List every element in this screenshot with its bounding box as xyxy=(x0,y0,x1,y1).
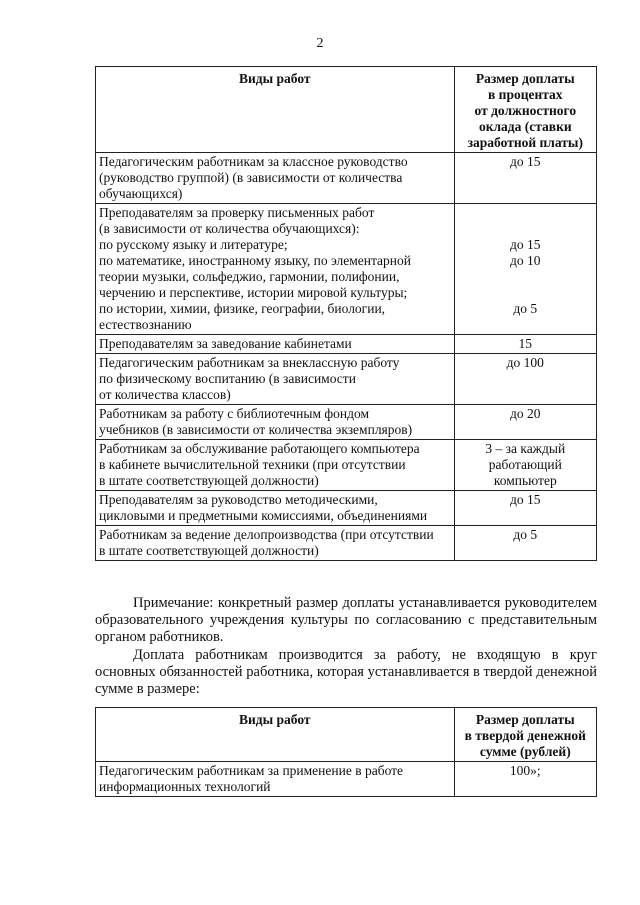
work-type-header: Виды работ xyxy=(96,67,455,153)
header-line: от должностного xyxy=(474,103,577,118)
table-row xyxy=(96,491,597,526)
table-row xyxy=(96,762,597,797)
work-type-line: учебников (в зависимости от количества экземпляров) xyxy=(99,422,413,437)
work-type-line: черчению и перспективе, истории мировой культуры; xyxy=(99,285,408,300)
allowance-amount-line: 3 – за каждый xyxy=(485,441,566,456)
work-type-cell xyxy=(96,491,455,526)
header-line: сумме (рублей) xyxy=(479,744,571,759)
note-paragraph: Примечание: конкретный размер доплаты устанавливается руководителем образовательного учреждения культуры по согласованию с представительным органом работников. xyxy=(95,595,597,645)
work-type-cell xyxy=(96,405,455,440)
allowance-amount-cell xyxy=(454,405,596,440)
work-type-cell xyxy=(96,204,455,335)
allowance-amount-cell xyxy=(454,526,596,561)
header-line: Размер доплаты xyxy=(475,712,575,727)
work-type-line: цикловыми и предметными комиссиями, объединениями xyxy=(99,508,428,523)
allowance-amount-line: до 5 xyxy=(513,527,538,542)
allowance-amount-line: до 100 xyxy=(506,355,544,370)
allowance-amount-line: компьютер xyxy=(493,473,557,488)
blank-line xyxy=(458,779,593,795)
blank-line xyxy=(458,285,593,301)
work-type-line: естествознанию xyxy=(99,317,192,332)
work-type-line: в кабинете вычислительной техники (при отсутствии xyxy=(99,457,406,472)
blank-line xyxy=(458,508,593,524)
work-type-line: по физическому воспитанию (в зависимости xyxy=(99,371,356,386)
blank-line xyxy=(458,170,593,186)
allowance-amount-line: 100»; xyxy=(509,763,541,778)
table-row xyxy=(96,440,597,491)
work-type-line: Педагогическим работникам за внеклассную работу xyxy=(99,355,400,370)
allowance-amount-line: до 15 xyxy=(510,492,541,507)
blank-line xyxy=(458,205,593,221)
blank-line xyxy=(458,371,593,387)
allowance-amount-cell xyxy=(454,354,596,405)
allowance-amount-line: до 15 xyxy=(510,154,541,169)
work-type-line: Работникам за обслуживание работающего компьютера xyxy=(99,441,420,456)
work-type-line: Преподавателям за руководство методическими, xyxy=(99,492,378,507)
header-line: в процентах xyxy=(488,87,563,102)
allowance-amount-cell xyxy=(454,762,596,797)
work-type-cell xyxy=(96,440,455,491)
work-type-line: Педагогическим работникам за классное руководство xyxy=(99,154,408,169)
table-row xyxy=(96,405,597,440)
table-row xyxy=(96,335,597,354)
blank-line xyxy=(458,221,593,237)
allowance-amount-cell xyxy=(454,153,596,204)
allowance-amount-line: до 20 xyxy=(510,406,541,421)
work-type-line: (руководство группой) (в зависимости от количества xyxy=(99,170,403,185)
work-type-line: по русскому языку и литературе; xyxy=(99,237,288,252)
fixed-allowance-paragraph: Доплата работникам производится за работу, не входящую в круг основных обязанностей работника, которая устанавливается в твердой денежной сумме в размере: xyxy=(95,647,597,697)
table-row xyxy=(96,153,597,204)
work-type-line: теории музыки, сольфеджио, гармонии, полифонии, xyxy=(99,269,400,284)
allowance-amount-line: 15 xyxy=(518,336,533,351)
blank-line xyxy=(458,269,593,285)
work-type-line: обучающихся) xyxy=(99,186,183,201)
allowance-amount-line: работающий xyxy=(488,457,562,472)
table-row xyxy=(96,526,597,561)
work-type-line: информационных технологий xyxy=(99,779,271,794)
work-type-line: Преподавателям за заведование кабинетами xyxy=(99,336,352,351)
header-line: в твердой денежной xyxy=(464,728,586,743)
page-number: 2 xyxy=(316,36,324,51)
blank-line xyxy=(458,186,593,202)
work-type-line: (в зависимости от количества обучающихся): xyxy=(99,221,360,236)
work-type-line: Педагогическим работникам за применение в работе xyxy=(99,763,404,778)
work-type-cell xyxy=(96,153,455,204)
allowance-amount-line: до 10 xyxy=(510,253,541,268)
fixed-allowance-table xyxy=(95,707,597,797)
allowance-amount-cell xyxy=(454,440,596,491)
work-type-line: в штате соответствующей должности) xyxy=(99,473,319,488)
work-type-cell xyxy=(96,762,455,797)
blank-line xyxy=(458,422,593,438)
table-header-row xyxy=(96,67,597,153)
work-type-header: Виды работ xyxy=(96,708,455,762)
allowance-amount-header xyxy=(454,708,596,762)
table-header-row xyxy=(96,708,597,762)
percent-allowance-table xyxy=(95,66,597,561)
work-type-line: Преподавателям за проверку письменных работ xyxy=(99,205,375,220)
work-type-line: в штате соответствующей должности) xyxy=(99,543,319,558)
header-line: оклада (ставки xyxy=(478,119,572,134)
work-type-line: от количества классов) xyxy=(99,387,231,402)
table-row xyxy=(96,204,597,335)
work-type-line: Работникам за работу с библиотечным фондом xyxy=(99,406,369,421)
allowance-amount-cell xyxy=(454,491,596,526)
allowance-amount-cell xyxy=(454,204,596,335)
blank-line xyxy=(458,387,593,403)
work-type-line: по математике, иностранному языку, по элементарной xyxy=(99,253,411,268)
blank-line xyxy=(458,543,593,559)
allowance-amount-header xyxy=(454,67,596,153)
header-line: Размер доплаты xyxy=(475,71,575,86)
work-type-cell xyxy=(96,335,455,354)
allowance-amount-line: до 5 xyxy=(513,301,538,316)
blank-line xyxy=(458,317,593,333)
work-type-cell xyxy=(96,526,455,561)
allowance-amount-line: до 15 xyxy=(510,237,541,252)
work-type-cell xyxy=(96,354,455,405)
work-type-line: Работникам за ведение делопроизводства (при отсутствии xyxy=(99,527,434,542)
header-line: заработной платы) xyxy=(467,135,583,150)
work-type-line: по истории, химии, физике, географии, биологии, xyxy=(99,301,386,316)
allowance-amount-cell xyxy=(454,335,596,354)
table-row xyxy=(96,354,597,405)
